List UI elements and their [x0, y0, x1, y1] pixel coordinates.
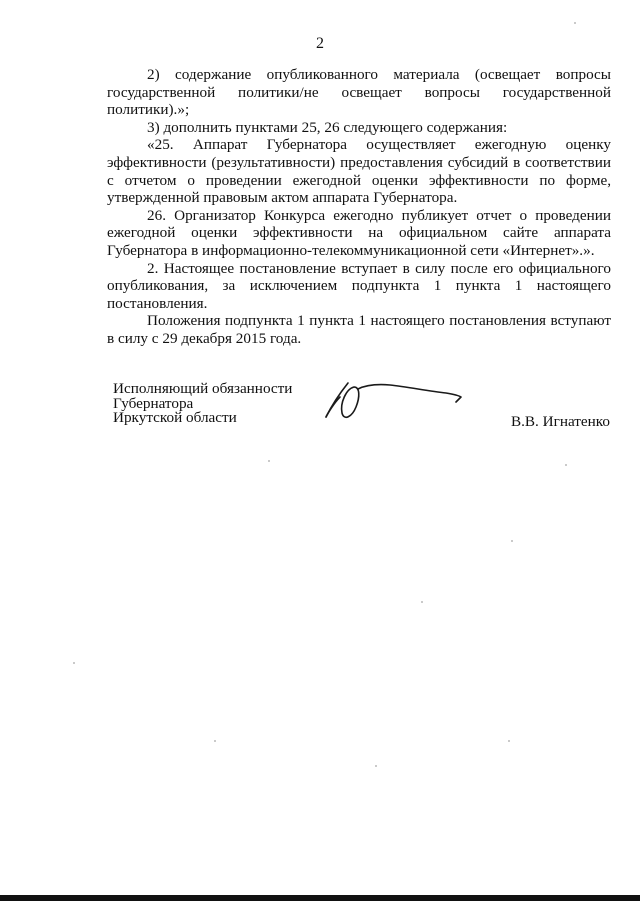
- signer-name: В.В. Игнатенко: [510, 413, 610, 430]
- scan-speck: [574, 22, 576, 24]
- scan-speck: [565, 464, 567, 466]
- scan-speck: [268, 460, 270, 462]
- paragraph-point-26: 26. Организатор Конкурса ежегодно публикует отчет о проведении ежегодной оценки эффективности на официальном сайте аппарата Губернатора в информационно-телекоммуникационной сети «Интернет».».: [107, 206, 611, 259]
- scan-speck: [73, 662, 75, 664]
- document-body: [107, 66, 611, 348]
- page-number: 2: [316, 35, 324, 52]
- signatory-position: [113, 382, 333, 426]
- scan-speck: [375, 765, 377, 767]
- signatory-position-line: Иркутской области: [113, 409, 237, 427]
- paragraph-item-2-content: 2) содержание опубликованного материала (освещает вопросы государственной политики/не освещает вопросы государственной политики).»;: [107, 66, 611, 119]
- scan-speck: [214, 740, 216, 742]
- signatory-position-line: Губернатора: [113, 394, 194, 412]
- paragraph-effective-date: 2. Настоящее постановление вступает в силу после его официального опубликования, за исключением подпункта 1 пункта 1 настоящего постановления.: [107, 259, 611, 312]
- signatory-position-line: Исполняющий обязанности: [113, 380, 293, 397]
- scan-speck: [421, 601, 423, 603]
- scan-speck: [508, 740, 510, 742]
- scan-speck: [511, 540, 513, 542]
- paragraph-item-3-intro: 3) дополнить пунктами 25, 26 следующего содержания:: [147, 118, 508, 136]
- handwritten-signature: [318, 375, 468, 425]
- paragraph-provisions-date: Положения подпункта 1 пункта 1 настоящего постановления вступают в силу с 29 декабря 2015 года.: [107, 312, 611, 347]
- paragraph-point-25: «25. Аппарат Губернатора осуществляет ежегодную оценку эффективности (результативности) предоставления субсидий в соответствии с отчетом о проведении ежегодной оценки эффективности по форме, утвержденной правовым актом аппарата Губернатора.: [107, 136, 611, 207]
- scan-bottom-edge: [0, 895, 640, 901]
